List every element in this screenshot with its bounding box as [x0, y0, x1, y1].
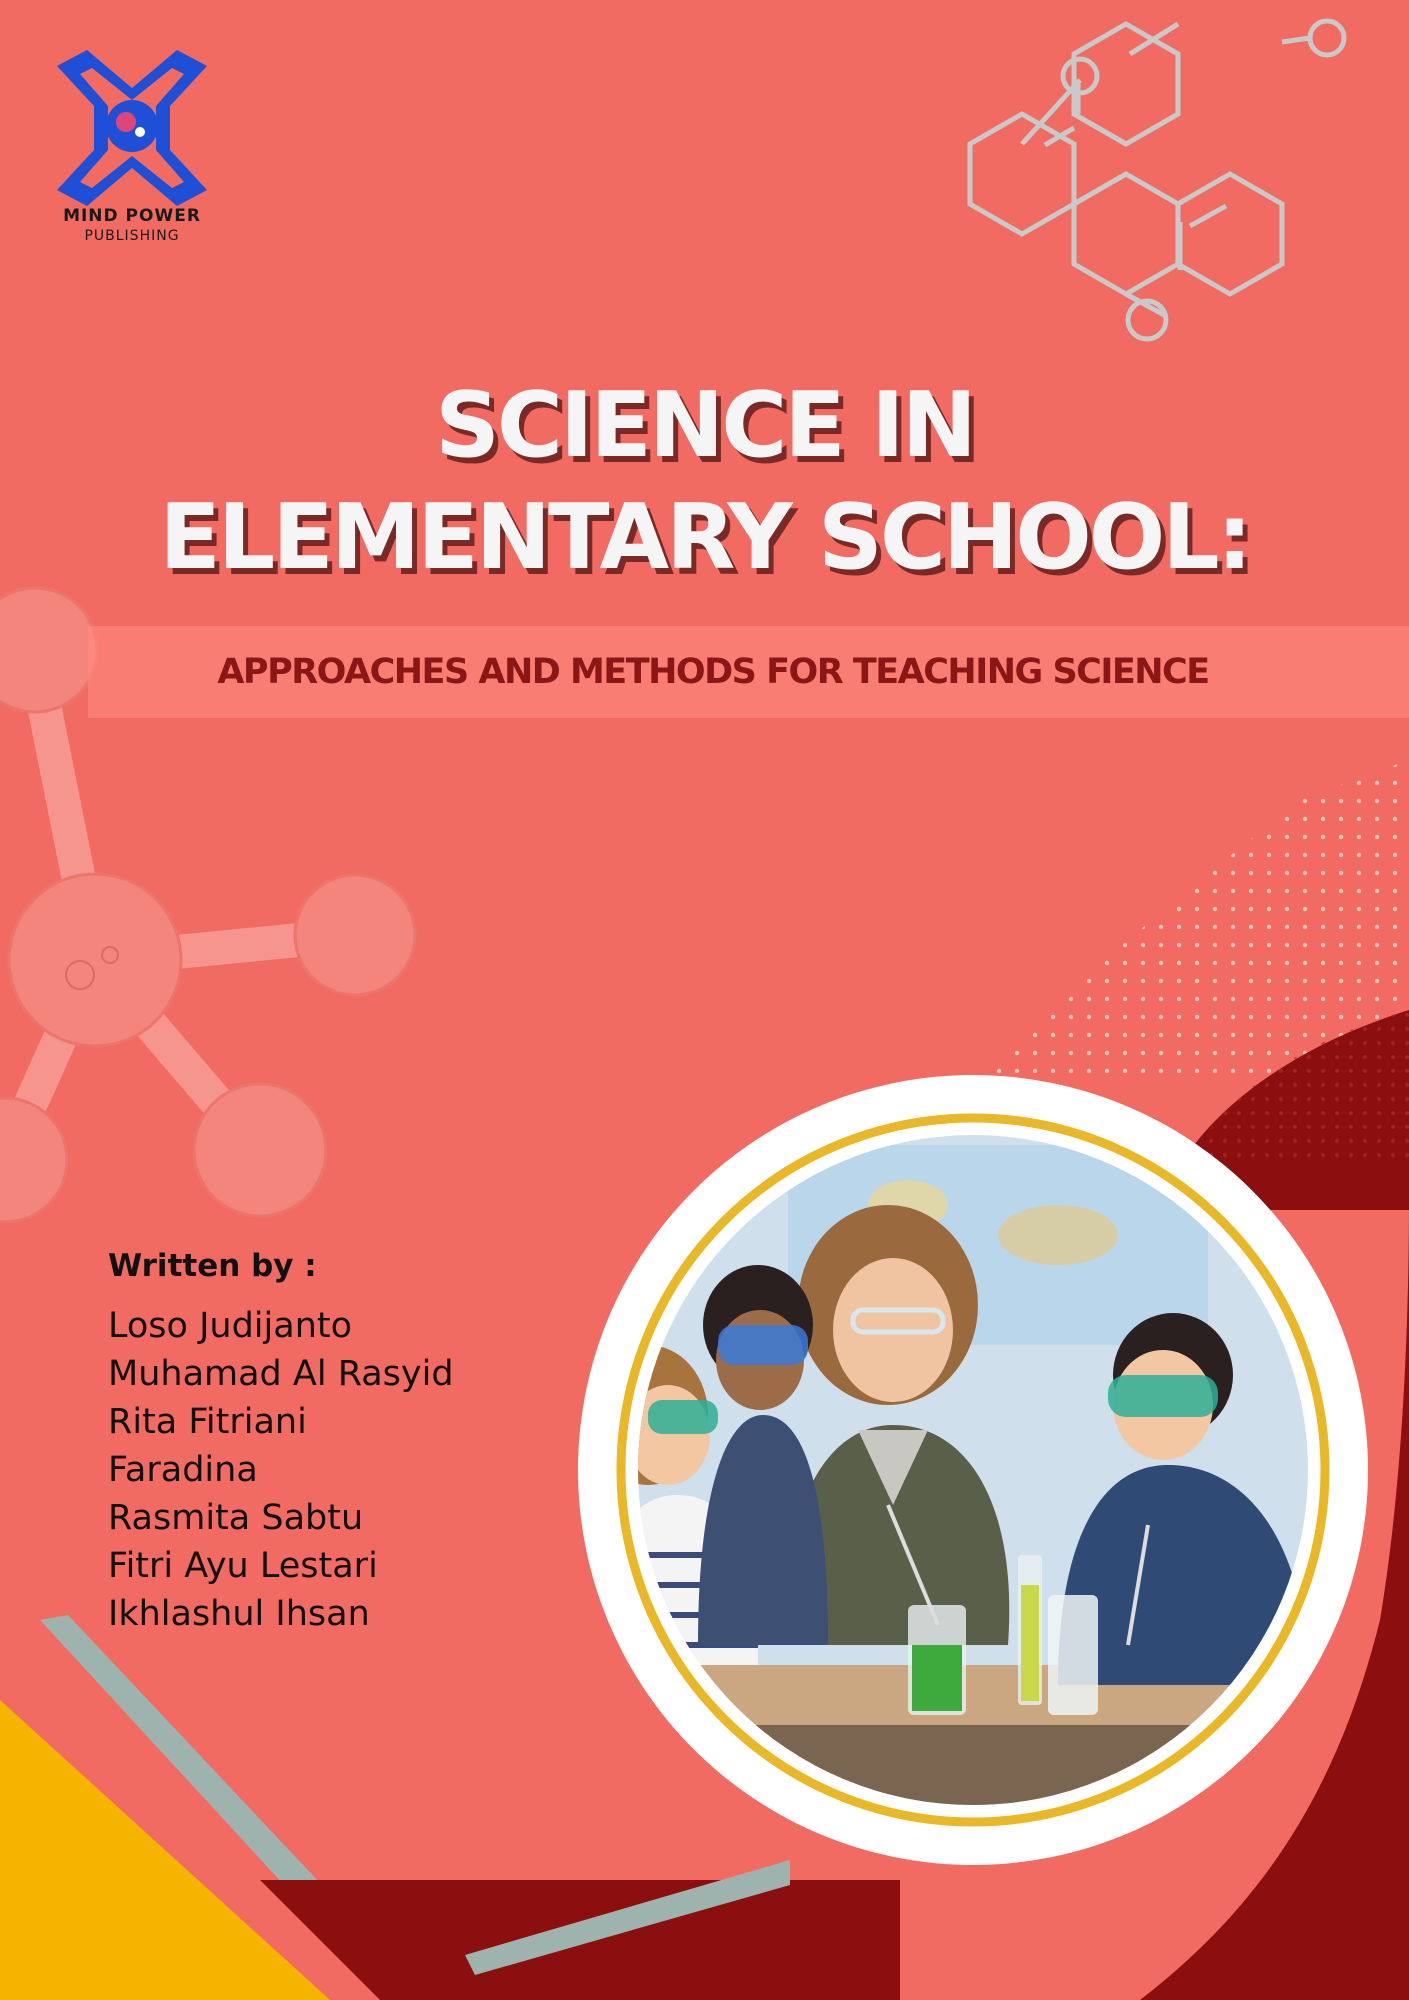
author-name: Fitri Ayu Lestari	[108, 1546, 378, 1586]
author-name: Ikhlashul Ihsan	[108, 1594, 370, 1634]
teacher-and-children-science-experiment-photo	[588, 1085, 1358, 1855]
publisher-name-line1: MIND POWER	[63, 206, 201, 226]
author-list	[108, 1248, 454, 1638]
author-name: Rita Fitriani	[108, 1402, 307, 1442]
publisher-name-line2: PUBLISHING	[84, 228, 180, 244]
author-name: Muhamad Al Rasyid	[108, 1354, 454, 1394]
publisher-logo	[52, 48, 212, 248]
chemical-structure-icon	[970, 21, 1344, 339]
brain-head-logo-icon	[52, 48, 212, 208]
dot-pattern	[980, 760, 1409, 1080]
title-line-1: SCIENCE IN	[435, 373, 974, 478]
book-title	[0, 370, 1409, 594]
author-name: Rasmita Sabtu	[108, 1498, 364, 1538]
author-name: Loso Judijanto	[108, 1306, 353, 1346]
written-by-label: Written by :	[108, 1248, 317, 1284]
book-subtitle: APPROACHES AND METHODS FOR TEACHING SCIENCE	[217, 652, 1209, 692]
author-name: Faradina	[108, 1450, 258, 1490]
title-line-2: ELEMENTARY SCHOOL:	[159, 485, 1250, 590]
